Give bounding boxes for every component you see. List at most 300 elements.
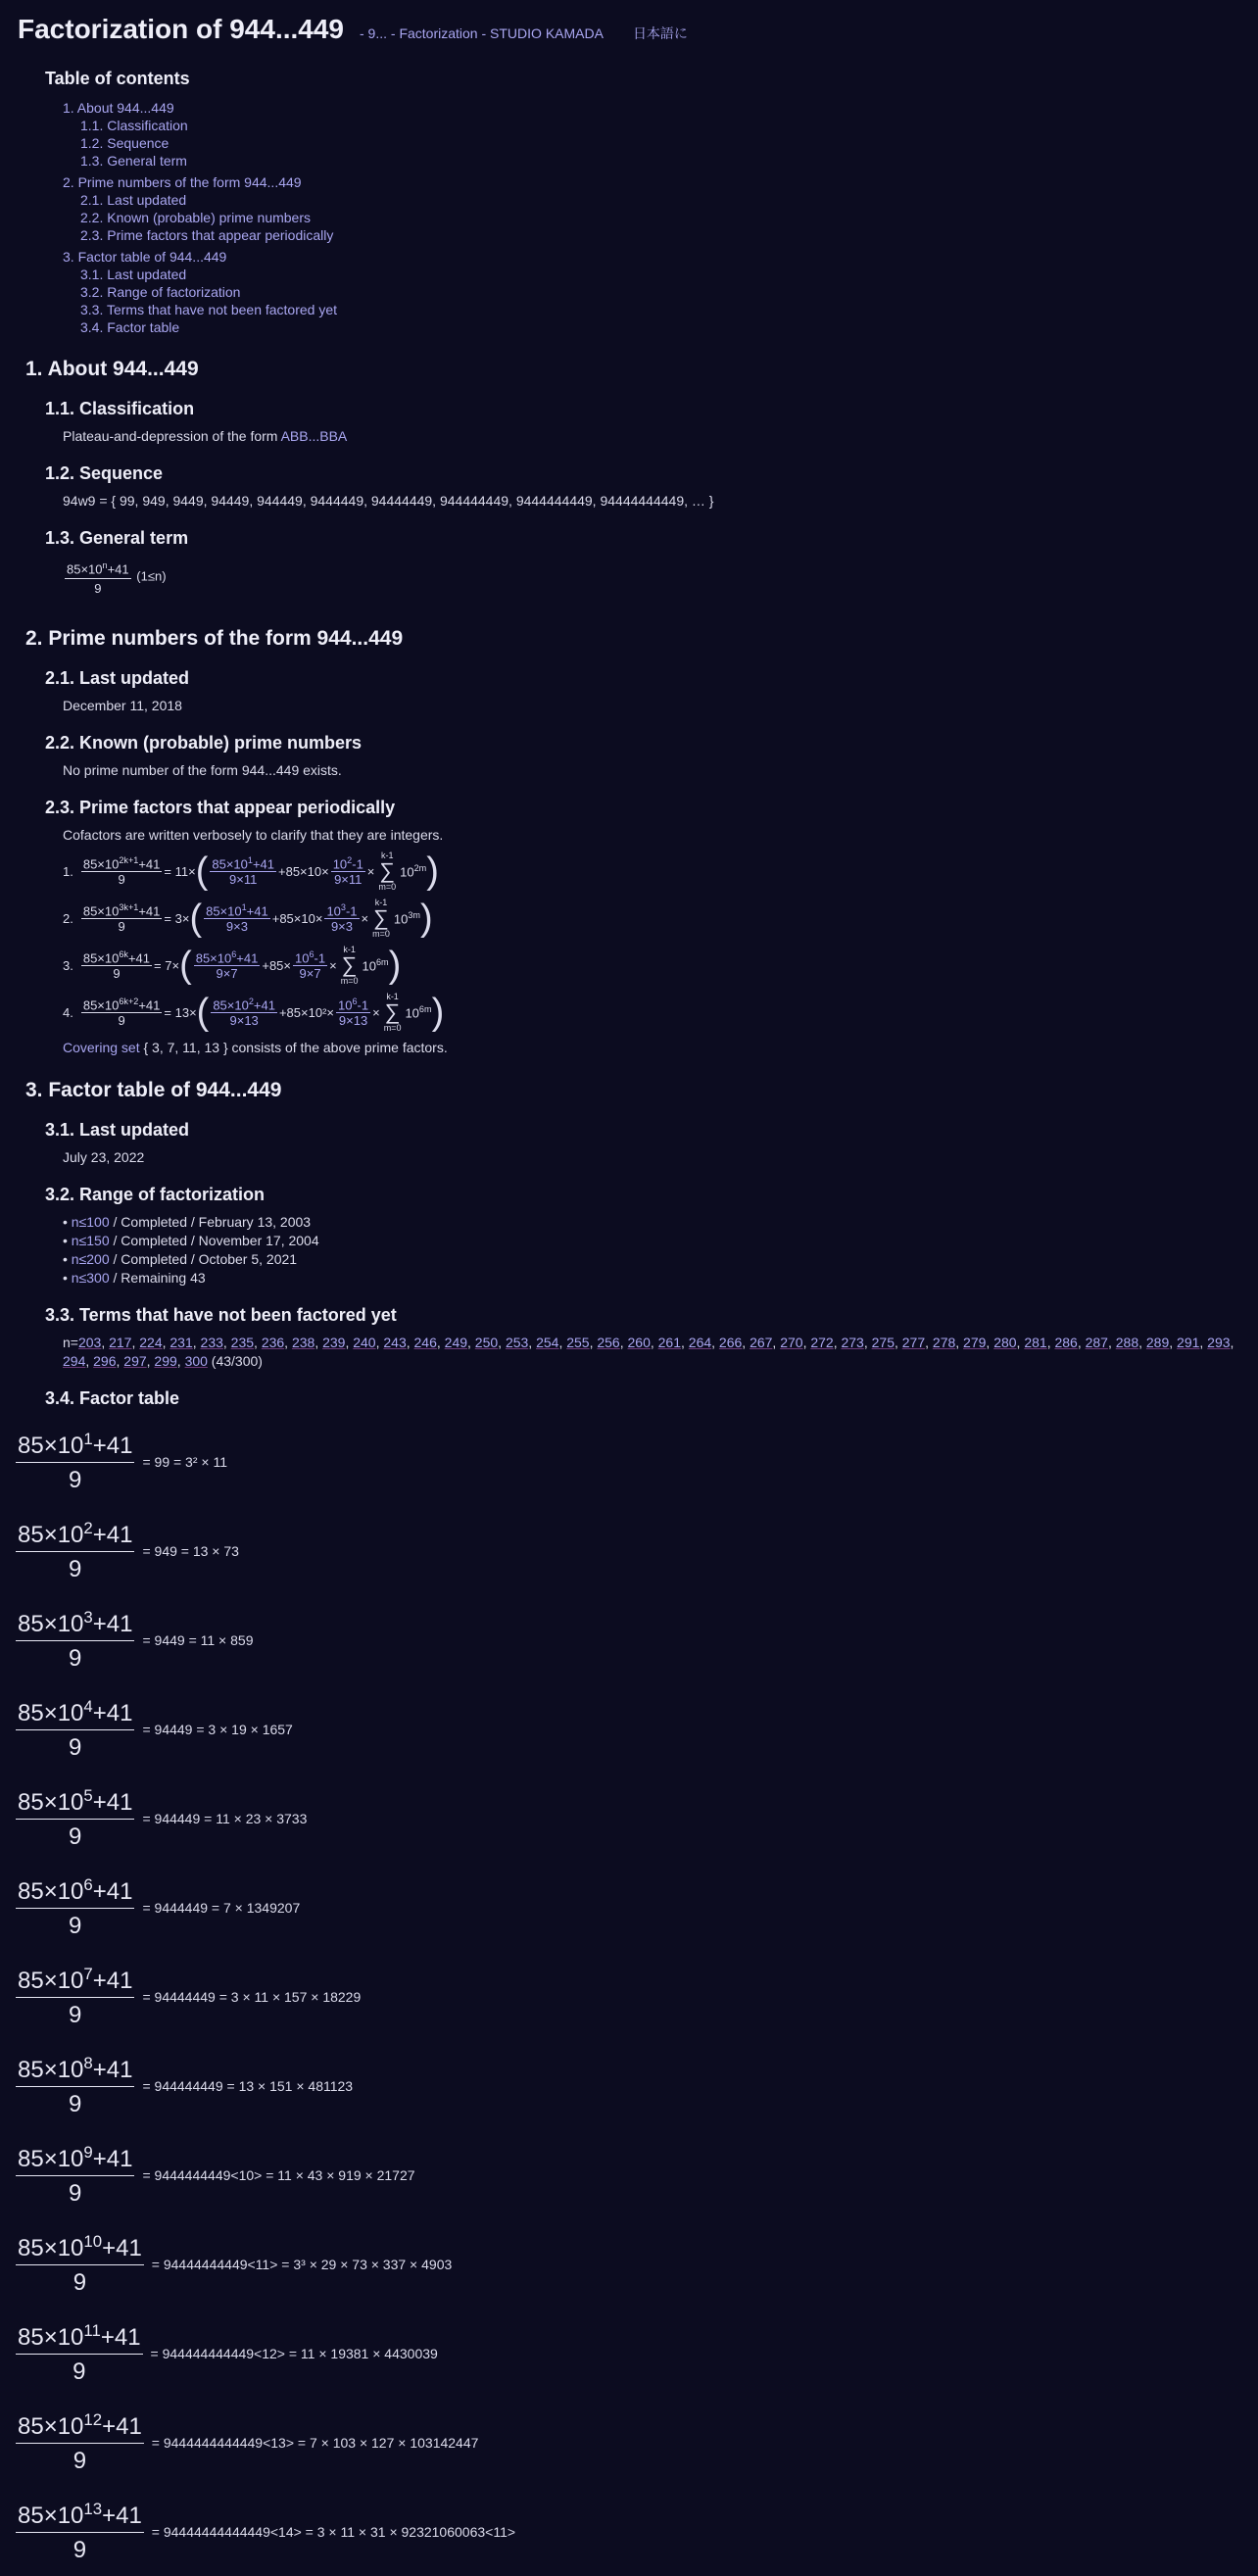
separator: , [192,1335,201,1351]
separator: , [85,1353,94,1370]
separator: , [925,1335,933,1351]
exponent: 2 [347,855,353,866]
sigma-upper: k-1 [374,898,388,908]
separator: , [176,1353,185,1370]
factor-table [10,1417,1240,2576]
unfactored-term-link[interactable]: 240 [353,1335,376,1351]
unfactored-term-link[interactable]: 281 [1024,1335,1047,1351]
factor-table-row [16,1595,1240,1684]
factor-table-row [16,2398,1240,2487]
factorization-result: = 9444449 = 7 × 1349207 [142,1899,301,1916]
factor-fraction [16,1608,134,1673]
language-link[interactable]: 日本語に [632,25,688,41]
left-paren: ( [195,851,209,893]
classification-text [63,427,1240,446]
factor-fraction [16,1786,134,1851]
left-paren: ( [189,898,203,940]
unfactored-term-link[interactable]: 294 [63,1353,86,1370]
unfactored-term-link[interactable]: 236 [261,1335,285,1351]
factor-denominator: 9 [69,2001,82,2028]
range-status: / Completed / February 13, 2003 [109,1214,312,1231]
num-base: 85×10 [18,2412,84,2440]
fraction-denominator: 9×13 [338,1013,368,1029]
times-sign: × [366,863,375,879]
classification-label: Plateau-and-depression of the form [63,428,281,444]
factor-fraction [16,2232,144,2297]
sigma-upper: k-1 [386,992,399,1002]
equals-factor: = 13× [164,1004,197,1020]
unfactored-term-link[interactable]: 272 [810,1335,834,1351]
factor-table-row [16,2219,1240,2309]
covering-set-text: { 3, 7, 11, 13 } consists of the above prime factors. [139,1040,448,1056]
num-exponent: 6 [83,1874,93,1894]
num-exponent: 3 [83,1607,93,1627]
unfactored-title: 3.3. Terms that have not been factored yet [45,1305,397,1326]
fraction [331,855,365,887]
num-base: 85×10 [18,2323,84,2351]
sigma-icon: ∑ [341,952,358,978]
num-base: 85×10 [18,1432,84,1459]
sigma-lower: m=0 [340,976,359,987]
factor-table-row [16,1417,1240,1506]
separator: , [146,1353,155,1370]
unfactored-term-link[interactable]: 297 [123,1353,147,1370]
left-paren: ( [196,992,210,1034]
separator: , [101,1335,110,1351]
fraction [293,949,327,981]
term: +41 [252,856,274,872]
exponent: 6 [309,949,314,960]
num-tail: +41 [92,1967,133,1994]
general-term-condition: (1≤n) [136,568,167,584]
separator: , [742,1335,750,1351]
unfactored-term-link[interactable]: 264 [688,1335,712,1351]
factor-fraction [16,2410,144,2475]
num-exponent: 9 [83,2142,93,2162]
exponent: 1 [247,855,253,866]
toc-section-link[interactable]: 1. About 944...449 [63,100,174,116]
bullet: • [63,1270,72,1287]
factorization-result: = 9444444449<10> = 11 × 43 × 919 × 21727 [142,2166,415,2183]
factor-table-row [16,1863,1240,1952]
toc-item-link[interactable]: 1.2. Sequence [80,135,169,151]
num-base: 85×10 [18,2145,84,2172]
unfactored-term-link[interactable]: 291 [1177,1335,1200,1351]
equals-factor: = 11× [164,863,196,879]
toc-item-link[interactable]: 2.2. Known (probable) prime numbers [80,210,312,225]
periodic-formula [63,945,1240,986]
general-term-title: 1.3. General term [45,528,189,548]
term: -1 [357,997,369,1013]
power-exponent: 2m [413,863,427,874]
factorization-result: = 9444444444449<13> = 7 × 103 × 127 × 103142447 [151,2434,479,2451]
fraction-denominator: 9×7 [299,966,321,982]
fraction-denominator: 9×7 [216,966,238,982]
separator: , [528,1335,537,1351]
unfactored-term-link[interactable]: 270 [780,1335,803,1351]
formula-index: 3. [63,957,73,973]
equals-factor: = 3× [164,910,190,926]
separator: , [986,1335,994,1351]
num-tail: +41 [92,2056,133,2083]
toc-item-link[interactable]: 3.1. Last updated [80,267,187,282]
unfactored-term-link[interactable]: 278 [932,1335,956,1351]
factor-denominator: 9 [73,2357,86,2385]
fraction [210,855,276,887]
unfactored-term-link[interactable]: 250 [474,1335,499,1351]
unfactored-term-link[interactable]: 203 [77,1335,102,1351]
separator: , [1046,1335,1055,1351]
fraction [81,949,152,981]
factorization-result: = 94444444449<11> = 3³ × 29 × 73 × 337 × 4903 [151,2256,453,2272]
unfactored-term-link[interactable]: 233 [200,1335,223,1351]
unfactored-term-link[interactable]: 253 [505,1335,529,1351]
fraction [204,902,270,934]
covering-set-link[interactable]: Covering set [63,1040,140,1056]
unfactored-term-link[interactable]: 286 [1054,1335,1078,1351]
factor-numerator [16,1608,134,1641]
section-2-title: 2. Prime numbers of the form 944...449 [25,627,404,651]
unfactored-term-link[interactable]: 254 [536,1335,559,1351]
term: -1 [352,856,363,872]
toc-section-link[interactable]: 2. Prime numbers of the form 944...449 [63,174,302,190]
separator: , [802,1335,811,1351]
factor-fraction [16,1875,134,1940]
factor-numerator [16,1697,134,1730]
fraction [211,996,277,1028]
middle-term: +85×10× [271,910,323,926]
page-title: Factorization of 944...449 [18,14,344,44]
unfactored-term-link[interactable]: 296 [93,1353,117,1370]
num-exponent: 11 [83,2320,101,2340]
separator: , [467,1335,475,1351]
middle-term: +85× [262,957,292,973]
sigma-upper: k-1 [343,945,356,955]
fraction [194,949,261,981]
factorization-result: = 944449 = 11 × 23 × 3733 [142,1810,308,1826]
num-exponent: 4 [83,1696,93,1716]
unfactored-term-link[interactable]: 275 [871,1335,895,1351]
separator: , [162,1335,170,1351]
factor-denominator: 9 [69,1555,82,1582]
term: +41 [236,950,259,966]
unfactored-term-link[interactable]: 280 [993,1335,1017,1351]
exponent: 1 [241,902,247,913]
term: 10 [326,903,341,919]
num-base: 85×10 [18,1521,84,1548]
formula-index: 1. [63,863,73,879]
separator: , [345,1335,354,1351]
factorization-result: = 94444444444449<14> = 3 × 11 × 31 × 92321060063<11> [151,2523,516,2540]
fraction-numerator [336,996,370,1013]
gt-num-a: 85×10 [67,561,103,577]
page-header [18,14,1240,45]
unfactored-term-link[interactable]: 255 [566,1335,590,1351]
toc-item-link[interactable]: 2.3. Prime factors that appear periodically [80,227,334,243]
separator: , [1230,1335,1234,1351]
periodic-formula [63,851,1240,892]
separator: , [314,1335,323,1351]
unfactored-term-link[interactable]: 239 [322,1335,346,1351]
periodic-formula [63,898,1240,939]
fraction [81,902,163,934]
factor-table-row [16,2130,1240,2219]
num-exponent: 1 [83,1429,93,1448]
num-tail: +41 [92,1432,133,1459]
factor-table-row [16,2041,1240,2130]
unfactored-term-link[interactable]: 273 [841,1335,864,1351]
separator: , [1077,1335,1086,1351]
toc-item-link[interactable]: 2.1. Last updated [80,192,187,208]
factor-denominator: 9 [69,1823,82,1850]
exponent: 3k+1 [119,902,139,913]
range-link[interactable]: n≤300 [71,1270,110,1287]
times-sign: × [361,910,369,926]
fraction [81,855,163,887]
fraction-denominator: 9 [118,919,125,935]
classification-link[interactable]: ABB...BBA [280,428,348,444]
unfactored-term-link[interactable]: 260 [627,1335,651,1351]
separator: , [1138,1335,1146,1351]
bullet: • [63,1233,72,1249]
unfactored-term-link[interactable]: 293 [1207,1335,1231,1351]
factor-fraction [16,1430,134,1494]
gt-den: 9 [94,581,102,597]
factor-denominator: 9 [69,1912,82,1939]
unfactored-term-link[interactable]: 243 [383,1335,407,1351]
term: 10 [332,856,348,872]
range-status: / Completed / November 17, 2004 [109,1233,319,1249]
fraction-numerator [81,996,163,1013]
num-tail: +41 [92,2145,133,2172]
num-base: 85×10 [18,1877,84,1905]
factor-denominator: 9 [69,1466,82,1493]
separator: , [1107,1335,1116,1351]
unfactored-term-link[interactable]: 246 [413,1335,437,1351]
unfactored-term-link[interactable]: 289 [1145,1335,1170,1351]
factor-denominator: 9 [73,2536,87,2563]
range-item [63,1250,1240,1269]
range-link[interactable]: n≤150 [71,1233,110,1249]
unfactored-term-link[interactable]: 217 [109,1335,132,1351]
periodic-intro: Cofactors are written verbosely to clarify that they are integers. [63,827,444,844]
sigma-icon: ∑ [384,999,401,1025]
separator: , [955,1335,964,1351]
toc-item-link[interactable]: 3.3. Terms that have not been factored yet [80,302,338,317]
unfactored-term-link[interactable]: 249 [444,1335,468,1351]
section-3-title: 3. Factor table of 944...449 [25,1079,282,1102]
unfactored-term-link[interactable]: 287 [1085,1335,1108,1351]
range-link[interactable]: n≤100 [71,1214,110,1231]
factor-last-updated-title: 3.1. Last updated [45,1120,190,1141]
factor-denominator: 9 [73,2268,87,2296]
unfactored-term-link[interactable]: 288 [1115,1335,1139,1351]
general-term [63,557,1240,598]
sigma-sum [384,992,402,1033]
power-term: $10^{6m}$ [362,957,389,974]
num-base: 85×10 [18,2056,84,2083]
factor-denominator: 9 [69,2179,82,2207]
unfactored-term-link[interactable]: 266 [718,1335,743,1351]
separator: , [863,1335,872,1351]
equals-factor: = 7× [154,957,180,973]
num-exponent: 5 [83,1785,93,1805]
term: +41 [138,856,161,872]
last-updated-title: 2.1. Last updated [45,668,190,689]
unfactored-term-link[interactable]: 235 [230,1335,255,1351]
factorization-result: = 94444449 = 3 × 11 × 157 × 18229 [142,1988,362,2005]
known-primes-title: 2.2. Known (probable) prime numbers [45,733,363,753]
unfactored-term-link[interactable]: 279 [963,1335,987,1351]
section-1-title: 1. About 944...449 [25,358,199,380]
separator: , [436,1335,445,1351]
term: +41 [127,950,151,966]
toc-item-link[interactable]: 1.3. General term [80,153,187,169]
unfactored-prefix: n= [63,1335,78,1351]
unfactored-term-link[interactable]: 238 [291,1335,315,1351]
factor-fraction [16,1519,134,1583]
separator: , [498,1335,506,1351]
fraction-denominator: 9 [118,1013,125,1029]
factor-table-row [16,1506,1240,1595]
exponent: 6k [119,949,128,960]
range-item [63,1269,1240,1288]
term: -1 [314,950,326,966]
range-status: / Remaining 43 [109,1270,206,1287]
exponent: 6 [352,996,358,1007]
term: 85×10 [195,950,232,966]
factor-numerator [16,2054,134,2087]
toc-item-link[interactable]: 3.2. Range of factorization [80,284,241,300]
toc-item-link[interactable]: 3.4. Factor table [80,319,180,335]
factor-table-row [16,2309,1240,2398]
separator: , [833,1335,842,1351]
fraction-numerator [204,902,270,919]
num-base: 85×10 [18,1967,84,1994]
num-base: 85×10 [18,2502,84,2529]
unfactored-term-link[interactable]: 231 [169,1335,193,1351]
sigma-sum [341,945,359,986]
right-paren: ) [388,945,402,987]
gt-num-sup: n [102,560,108,570]
separator: , [406,1335,414,1351]
separator: , [284,1335,292,1351]
num-tail: +41 [102,2502,142,2529]
unfactored-term-link[interactable]: 299 [154,1353,177,1370]
power-term: $10^{3m}$ [393,910,420,927]
factorization-result: = 944444449 = 13 × 151 × 481123 [142,2077,354,2094]
exponent: 2 [248,996,254,1007]
sigma-lower: m=0 [383,1023,402,1034]
factor-table-row [16,1774,1240,1863]
factor-table-title: 3.4. Factor table [45,1388,180,1409]
toc-item-link[interactable]: 1.1. Classification [80,118,188,133]
term: +41 [138,997,161,1013]
unfactored-terms [63,1334,1240,1371]
unfactored-term-link[interactable]: 277 [901,1335,926,1351]
num-tail: +41 [92,1788,133,1816]
periodic-factors-title: 2.3. Prime factors that appear periodically [45,798,396,818]
separator: , [589,1335,598,1351]
sigma-sum [378,851,396,892]
middle-term: +85×10²× [278,1004,334,1020]
term: 85×10 [82,856,120,872]
separator: , [894,1335,902,1351]
num-tail: +41 [92,1699,133,1726]
factor-numerator [16,1519,134,1552]
toc-section-link[interactable]: 3. Factor table of 944...449 [63,249,227,265]
factorization-result: = 99 = 3² × 11 [142,1453,227,1470]
sigma-icon: ∑ [379,858,396,884]
fraction [336,996,370,1028]
factor-fraction [16,2143,134,2208]
classification-title: 1.1. Classification [45,399,195,418]
term: 10 [295,950,310,966]
general-term-fraction [65,557,131,598]
unfactored-term-link[interactable]: 300 [184,1353,208,1370]
num-base: 85×10 [18,1610,84,1637]
exponent: 2k+1 [119,855,139,866]
power-term: $10^{2m}$ [400,863,427,880]
factor-fraction [16,2054,134,2118]
right-paren: ) [420,898,433,940]
range-item [63,1232,1240,1250]
num-tail: +41 [102,2412,142,2440]
factor-table-row [16,1684,1240,1774]
sigma-icon: ∑ [373,905,389,931]
term: +41 [253,997,275,1013]
num-exponent: 10 [83,2231,103,2251]
breadcrumb[interactable]: - 9... - Factorization - STUDIO KAMADA [360,25,604,41]
unfactored-term-link[interactable]: 256 [597,1335,620,1351]
fraction [81,996,163,1028]
factor-numerator [16,2321,143,2355]
factorization-result: = 9449 = 11 × 859 [142,1631,254,1648]
factor-numerator [16,2232,144,2265]
sequence-text: 94w9 = { 99, 949, 9449, 94449, 944449, 9444449, 94444449, 944444449, 9444444449, 94444444449, … } [63,493,714,509]
unfactored-term-link[interactable]: 267 [750,1335,773,1351]
last-updated-date: December 11, 2018 [63,698,182,714]
range-link[interactable]: n≤200 [71,1251,110,1268]
separator: , [619,1335,628,1351]
times-sign: × [372,1004,380,1020]
fraction-numerator [81,902,163,919]
fraction-numerator [293,949,327,966]
separator: , [558,1335,567,1351]
fraction-denominator: 9×11 [229,872,258,888]
table-of-contents [63,99,1240,336]
num-tail: +41 [92,1877,133,1905]
num-exponent: 2 [83,1518,93,1537]
num-exponent: 13 [83,2499,103,2518]
fraction-denominator: 9 [118,872,125,888]
fraction-numerator [331,855,365,872]
factor-denominator: 9 [69,1733,82,1761]
factor-numerator [16,1875,134,1909]
fraction-numerator [81,949,152,966]
sigma-lower: m=0 [378,882,397,893]
unfactored-term-link[interactable]: 224 [139,1335,163,1351]
separator: , [254,1335,262,1351]
unfactored-term-link[interactable]: 261 [657,1335,681,1351]
factor-fraction [16,1697,134,1762]
fraction-numerator [324,902,359,919]
periodic-formula [63,992,1240,1033]
fraction [324,902,359,934]
gt-num-b: +41 [107,561,129,577]
bullet: • [63,1251,72,1268]
separator: , [681,1335,689,1351]
